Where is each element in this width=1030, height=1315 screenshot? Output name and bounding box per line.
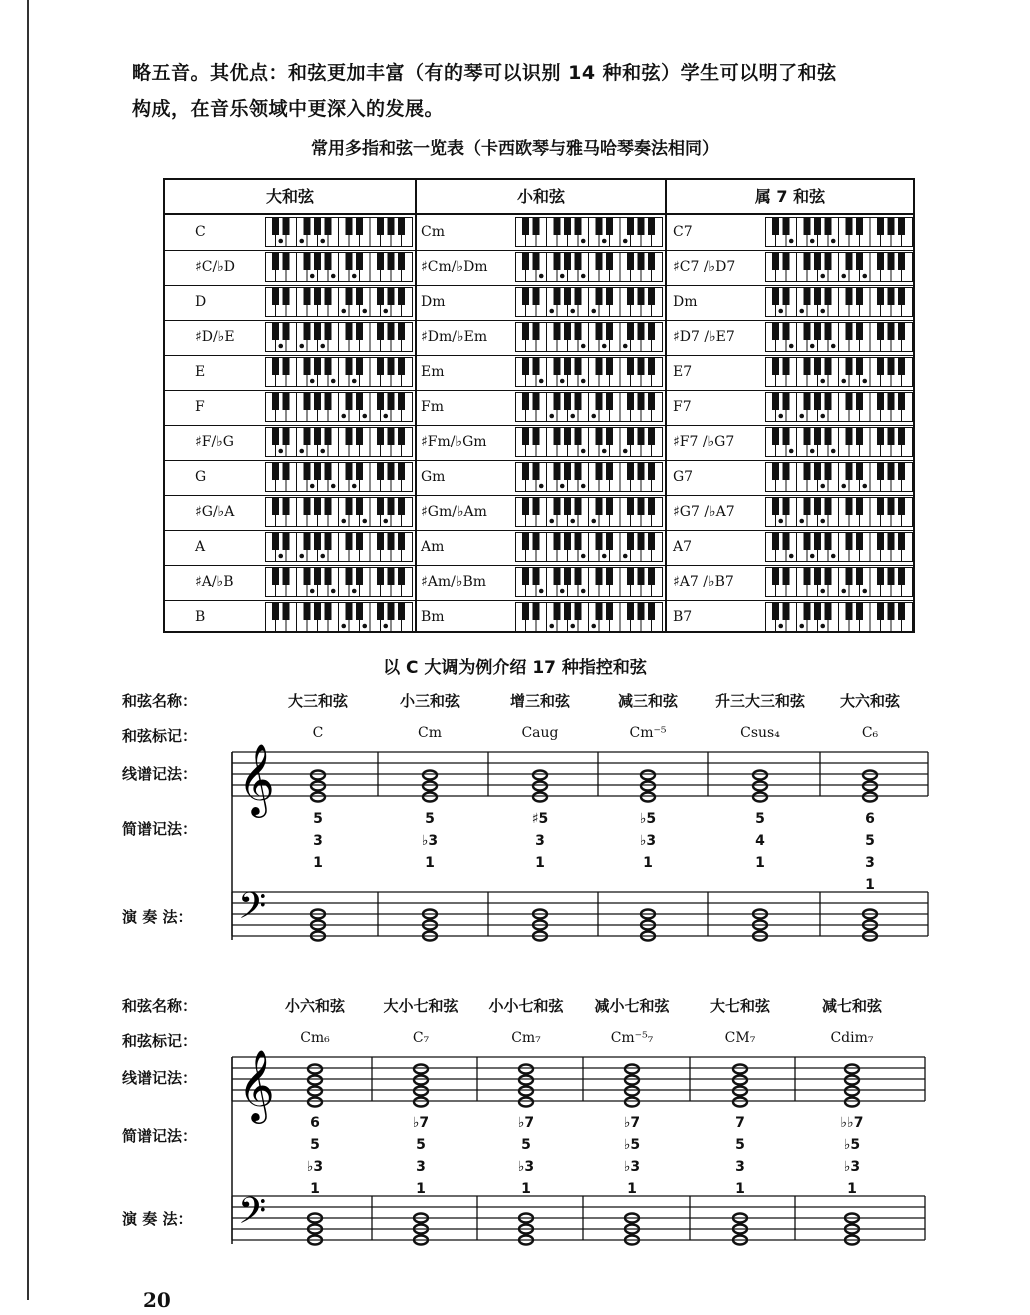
chord-name: 小三和弦 [399,692,460,710]
chord-symbol: Cdim₇ [830,1030,874,1046]
table-row-divider [165,565,913,566]
svg-text:𝄢: 𝄢 [238,885,267,936]
chord-name-major: B [195,609,206,625]
chord-name-major: G [195,469,207,485]
chord-name: 减七和弦 [821,997,882,1015]
jianpu-digit: ♭♭7 [840,1115,864,1131]
chord-symbol: Cm⁻⁵₇ [610,1030,654,1046]
jianpu-digit: 3 [535,833,545,849]
chord-name: 大七和弦 [709,997,770,1015]
chord-symbol: Csus₄ [740,725,780,741]
jianpu-digit: ♭3 [623,1159,641,1175]
keyboard-diagram [265,357,413,387]
jianpu-digit: 1 [310,1181,320,1197]
chord-name-major: A [195,539,206,555]
keyboard-diagram [515,287,663,317]
section-title: 以 C 大调为例介绍 17 种指控和弦 [383,658,647,678]
jianpu-digit: 5 [735,1137,745,1153]
table-row-divider [165,600,913,601]
table-row-divider [165,530,913,531]
label-chord-name: 和弦名称： [122,997,198,1015]
jianpu-digit: 5 [755,811,765,827]
jianpu-digit: ♭3 [517,1159,535,1175]
chord-name-dom7: Dm [673,294,698,310]
keyboard-diagram [515,497,663,527]
keyboard-diagram [765,497,913,527]
chord-name-minor: ♯Gm/♭Am [421,504,487,520]
chord-name-dom7: ♯F7 /♭G7 [673,434,735,450]
intro-line-1: 略五音。其优点：和弦更加丰富（有的琴可以识别 14 种和弦）学生可以明了和弦 [132,62,837,84]
label-jianpu: 简谱记法： [122,820,198,838]
keyboard-diagram [765,392,913,422]
table-row-divider [165,495,913,496]
label-jianpu: 简谱记法： [122,1127,198,1145]
table-row-divider [165,355,913,356]
jianpu-digit: 1 [425,855,435,871]
keyboard-diagram [265,427,413,457]
keyboard-diagram [265,602,413,632]
jianpu-digit: 7 [735,1115,745,1131]
chord-name-minor: Cm [421,224,445,240]
chord-name-minor: ♯Dm/♭Em [421,329,488,345]
chord-name-minor: ♯Am/♭Bm [421,574,487,590]
jianpu-digit: 5 [521,1137,531,1153]
chord-symbol: CM₇ [724,1030,756,1046]
keyboard-diagram [515,567,663,597]
jianpu-digit: ♭5 [639,811,657,827]
jianpu-digit: 5 [313,811,323,827]
chord-name: 大三和弦 [287,692,348,710]
label-chord-name: 和弦名称： [122,692,198,710]
jianpu-digit: 5 [416,1137,426,1153]
table-row-divider [165,425,913,426]
chord-name: 减小七和弦 [594,997,670,1015]
keyboard-diagram [765,322,913,352]
chord-name-major: ♯C/♭D [195,259,236,275]
chord-name-major: E [195,364,206,380]
chord-name-major: C [195,224,206,240]
chord-name-dom7: B7 [673,609,693,625]
chord-name: 减三和弦 [617,692,678,710]
jianpu-digit: 1 [735,1181,745,1197]
keyboard-diagram [265,567,413,597]
keyboard-diagram [265,252,413,282]
chord-name: 升三大三和弦 [714,692,805,710]
chord-name-major: D [195,294,207,310]
table-row-divider [165,250,913,251]
chord-name-dom7: ♯G7 /♭A7 [673,504,735,520]
intro-line-2: 构成，在音乐领域中更深入的发展。 [132,98,445,120]
keyboard-diagram [515,602,663,632]
jianpu-digit: 1 [755,855,765,871]
chord-name-dom7: E7 [673,364,693,380]
jianpu-digit: 5 [865,833,875,849]
jianpu-digit: 1 [847,1181,857,1197]
keyboard-diagram [765,427,913,457]
header-dom7: 属 7 和弦 [667,180,913,215]
chord-name-major: ♯D/♭E [195,329,235,345]
table-row-divider [165,285,913,286]
intro-paragraph [132,55,962,127]
label-play: 演 奏 法： [122,1210,193,1228]
chord-name: 大小七和弦 [383,997,459,1015]
jianpu-digit: 1 [535,855,545,871]
svg-text:𝄞: 𝄞 [238,1048,275,1121]
label-staff: 线谱记法： [122,765,198,783]
label-chord-symbol: 和弦标记： [122,1032,198,1050]
jianpu-digit: 1 [416,1181,426,1197]
chord-table [163,178,915,633]
jianpu-digit: 1 [313,855,323,871]
keyboard-diagram [765,602,913,632]
chord-name: 大六和弦 [839,692,900,710]
chord-name-dom7: ♯C7 /♭D7 [673,259,736,275]
table-row-divider [165,390,913,391]
jianpu-digit: 5 [310,1137,320,1153]
jianpu-digit: 1 [865,877,875,893]
jianpu-digit: 3 [416,1159,426,1175]
keyboard-diagram [515,252,663,282]
keyboard-diagram [265,392,413,422]
chord-name-major: ♯F/♭G [195,434,234,450]
chord-name-minor: Fm [421,399,444,415]
jianpu-digit: 5 [425,811,435,827]
svg-text:𝄞: 𝄞 [238,742,275,815]
chord-name-dom7: G7 [673,469,694,485]
keyboard-diagram [265,462,413,492]
chord-name-dom7: C7 [673,224,693,240]
chord-symbol: Caug [521,725,559,741]
keyboard-diagram [765,462,913,492]
chord-name-major: F [195,399,205,415]
chord-name: 增三和弦 [509,692,570,710]
keyboard-diagram [515,322,663,352]
chord-name-minor: Bm [421,609,445,625]
keyboard-diagram [515,217,663,247]
chord-symbol: Cm₆ [300,1030,330,1046]
jianpu-digit: ♭3 [306,1159,324,1175]
jianpu-digit: 6 [865,811,875,827]
jianpu-digit: ♭5 [623,1137,641,1153]
chord-name-minor: Gm [421,469,446,485]
label-staff: 线谱记法： [122,1069,198,1087]
chord-name-dom7: ♯A7 /♭B7 [673,574,734,590]
jianpu-digit: 4 [755,833,765,849]
keyboard-diagram [765,252,913,282]
header-minor: 小和弦 [417,180,665,215]
jianpu-digit: 6 [310,1115,320,1131]
keyboard-diagram [265,322,413,352]
keyboard-diagram [765,532,913,562]
keyboard-diagram [515,427,663,457]
chord-name-major: ♯G/♭A [195,504,235,520]
chord-name-minor: ♯Cm/♭Dm [421,259,488,275]
page-margin-line [27,0,29,1300]
chord-name-dom7: ♯D7 /♭E7 [673,329,735,345]
keyboard-diagram [515,532,663,562]
chord-name: 小小七和弦 [488,997,564,1015]
jianpu-digit: ♭3 [421,833,439,849]
chord-symbol: C₇ [412,1030,430,1046]
jianpu-digit: ♭7 [412,1115,430,1131]
keyboard-diagram [265,532,413,562]
chord-name-major: ♯A/♭B [195,574,234,590]
chord-symbol: Cm₇ [511,1030,541,1046]
jianpu-digit: 1 [643,855,653,871]
page-number: 20 [143,1288,171,1312]
chord-name-minor: Dm [421,294,446,310]
table-divider [665,180,667,631]
chord-name-minor: Em [421,364,445,380]
jianpu-digit: 1 [521,1181,531,1197]
keyboard-diagram [515,462,663,492]
keyboard-diagram [765,357,913,387]
jianpu-digit: ♭7 [623,1115,641,1131]
jianpu-digit: ♭3 [843,1159,861,1175]
jianpu-digit: 3 [735,1159,745,1175]
chord-name-dom7: F7 [673,399,692,415]
table-divider [415,180,417,631]
table-row-divider [165,460,913,461]
svg-text:𝄢: 𝄢 [238,1190,267,1241]
chord-symbol: C₆ [861,725,879,741]
jianpu-digit: ♭7 [517,1115,535,1131]
keyboard-diagram [265,217,413,247]
jianpu-digit: 3 [313,833,323,849]
header-major: 大和弦 [165,180,415,215]
chord-symbol: C [312,725,324,741]
chord-name: 小六和弦 [284,997,345,1015]
keyboard-diagram [515,357,663,387]
keyboard-diagram [765,287,913,317]
keyboard-diagram [765,567,913,597]
label-play: 演 奏 法： [122,908,193,926]
table-title: 常用多指和弦一览表（卡西欧琴与雅马哈琴奏法相同） [311,139,719,159]
keyboard-diagram [515,392,663,422]
chord-name-minor: ♯Fm/♭Gm [421,434,487,450]
jianpu-digit: 3 [865,855,875,871]
jianpu-digit: ♭3 [639,833,657,849]
chord-symbol: Cm [418,725,442,741]
chord-symbol: Cm⁻⁵ [629,725,667,741]
keyboard-diagram [265,497,413,527]
table-row-divider [165,320,913,321]
keyboard-diagram [265,287,413,317]
keyboard-diagram [765,217,913,247]
chord-name-dom7: A7 [673,539,693,555]
chord-name-minor: Am [421,539,445,555]
jianpu-digit: 1 [627,1181,637,1197]
label-chord-symbol: 和弦标记： [122,727,198,745]
jianpu-digit: ♭5 [843,1137,861,1153]
jianpu-digit: ♯5 [531,811,549,827]
